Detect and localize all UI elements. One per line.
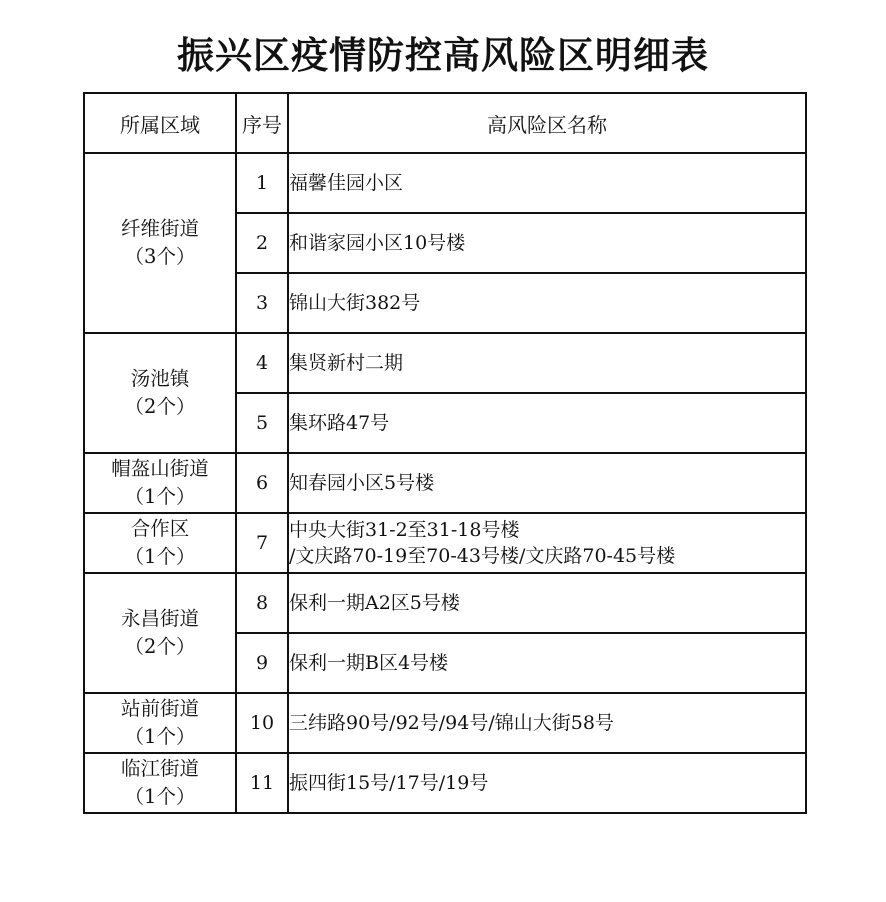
area-name xyxy=(288,213,806,273)
area-name-line: 三纬路90号/92号/94号/锦山大街58号 xyxy=(289,712,614,734)
header-name: 高风险区名称 xyxy=(288,93,806,153)
area-name-line: 福馨佳园小区 xyxy=(289,172,404,194)
row-number: 10 xyxy=(236,693,288,753)
area-name xyxy=(288,273,806,333)
high-risk-table xyxy=(83,92,807,814)
region-label: 帽盔山街道 xyxy=(111,457,209,480)
row-number: 1 xyxy=(236,153,288,213)
region-count: （3个） xyxy=(124,245,196,268)
row-number: 5 xyxy=(236,393,288,453)
row-number: 8 xyxy=(236,573,288,633)
header-region: 所属区域 xyxy=(84,93,236,153)
region-cell xyxy=(84,693,236,753)
region-count: （2个） xyxy=(124,635,196,658)
area-name xyxy=(288,153,806,213)
table-row xyxy=(84,573,806,633)
region-cell xyxy=(84,333,236,453)
row-number: 11 xyxy=(236,753,288,813)
area-name-line: 知春园小区5号楼 xyxy=(289,472,435,494)
region-count: （1个） xyxy=(124,545,196,568)
row-number: 3 xyxy=(236,273,288,333)
region-count: （2个） xyxy=(124,395,196,418)
table-body xyxy=(84,153,806,813)
area-name-line: 和谐家园小区10号楼 xyxy=(289,232,466,254)
region-cell xyxy=(84,453,236,513)
row-number: 2 xyxy=(236,213,288,273)
region-cell xyxy=(84,513,236,573)
area-name-line: 锦山大街382号 xyxy=(289,292,421,314)
region-count: （1个） xyxy=(124,725,196,748)
table-header-row xyxy=(84,93,806,153)
region-cell xyxy=(84,573,236,693)
area-name xyxy=(288,573,806,633)
page-title: 振兴区疫情防控高风险区明细表 xyxy=(177,34,709,77)
region-label: 汤池镇 xyxy=(130,367,190,390)
area-name-line: 保利一期A2区5号楼 xyxy=(289,592,460,614)
table-row xyxy=(84,513,806,573)
region-cell xyxy=(84,153,236,333)
region-label: 临江街道 xyxy=(120,757,199,780)
region-label: 合作区 xyxy=(130,517,190,540)
area-name-line: 集贤新村二期 xyxy=(289,352,404,374)
area-name xyxy=(288,753,806,813)
table-row xyxy=(84,453,806,513)
row-number: 9 xyxy=(236,633,288,693)
area-name xyxy=(288,513,806,573)
area-name-line: 保利一期B区4号楼 xyxy=(289,652,449,674)
area-name-line: 集环路47号 xyxy=(289,412,390,434)
area-name-line: 振四街15号/17号/19号 xyxy=(289,772,489,794)
region-label: 纤维街道 xyxy=(120,217,199,240)
region-cell xyxy=(84,753,236,813)
row-number: 4 xyxy=(236,333,288,393)
area-name xyxy=(288,633,806,693)
area-name xyxy=(288,393,806,453)
region-label: 站前街道 xyxy=(120,697,199,720)
table-row xyxy=(84,153,806,213)
area-name xyxy=(288,453,806,513)
row-number: 6 xyxy=(236,453,288,513)
row-number: 7 xyxy=(236,513,288,573)
table-row xyxy=(84,333,806,393)
region-count: （1个） xyxy=(124,785,196,808)
header-index: 序号 xyxy=(236,93,288,153)
table-row xyxy=(84,753,806,813)
table-row xyxy=(84,693,806,753)
region-count: （1个） xyxy=(124,485,196,508)
area-name xyxy=(288,693,806,753)
region-label: 永昌街道 xyxy=(120,607,199,630)
area-name xyxy=(288,333,806,393)
area-name-line: 中央大街31-2至31-18号楼 xyxy=(289,519,520,541)
area-name-line: /文庆路70-19至70-43号楼/文庆路70-45号楼 xyxy=(289,545,676,567)
